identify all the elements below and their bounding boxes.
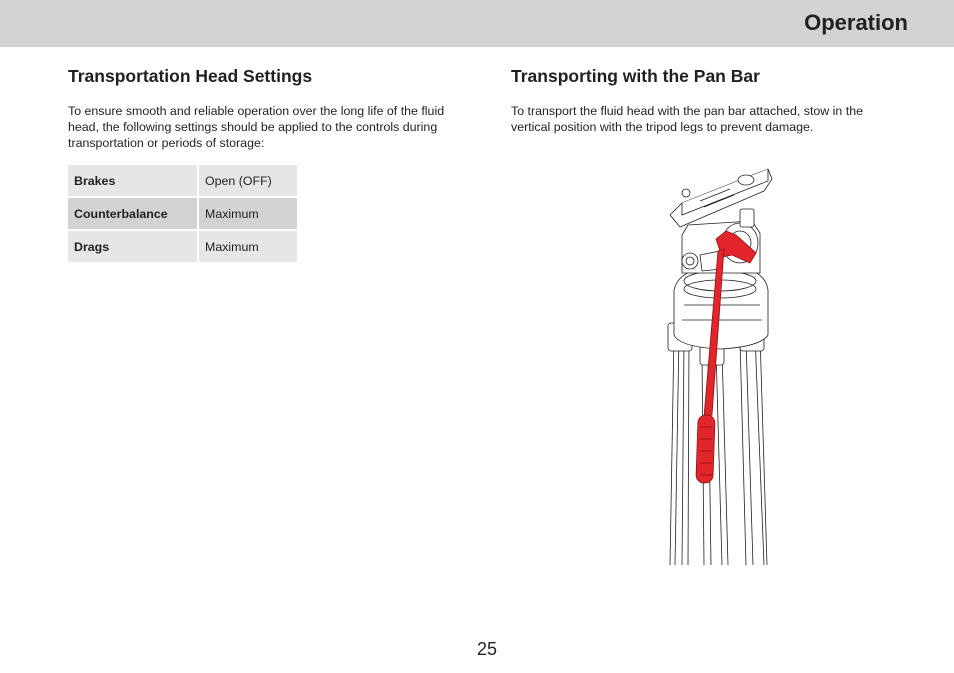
header-bar — [0, 0, 954, 47]
table-row — [68, 231, 297, 262]
page-title: Operation — [804, 10, 908, 35]
table-row — [68, 165, 297, 196]
left-section-intro: To ensure smooth and reliable operation over the long life of the fluid head, the following settings should be applied to the controls during transportation or periods of storage: — [68, 104, 445, 150]
table-row — [68, 198, 297, 229]
tripod-pan-bar-illustration — [660, 165, 780, 567]
page-number: 25 — [477, 639, 498, 659]
setting-name: Brakes — [68, 165, 197, 196]
right-section-intro: To transport the fluid head with the pan bar attached, stow in the vertical position with the tripod legs to prevent damage. — [511, 104, 863, 134]
left-section-title: Transportation Head Settings — [68, 66, 313, 86]
setting-value: Maximum — [199, 198, 297, 229]
setting-name: Drags — [68, 231, 197, 262]
right-section-title: Transporting with the Pan Bar — [511, 66, 760, 86]
transport-settings-table — [66, 163, 299, 264]
setting-value: Maximum — [199, 231, 297, 262]
setting-name: Counterbalance — [68, 198, 197, 229]
setting-value: Open (OFF) — [199, 165, 297, 196]
tripod-legs — [668, 323, 767, 565]
camera-plate — [670, 169, 772, 227]
